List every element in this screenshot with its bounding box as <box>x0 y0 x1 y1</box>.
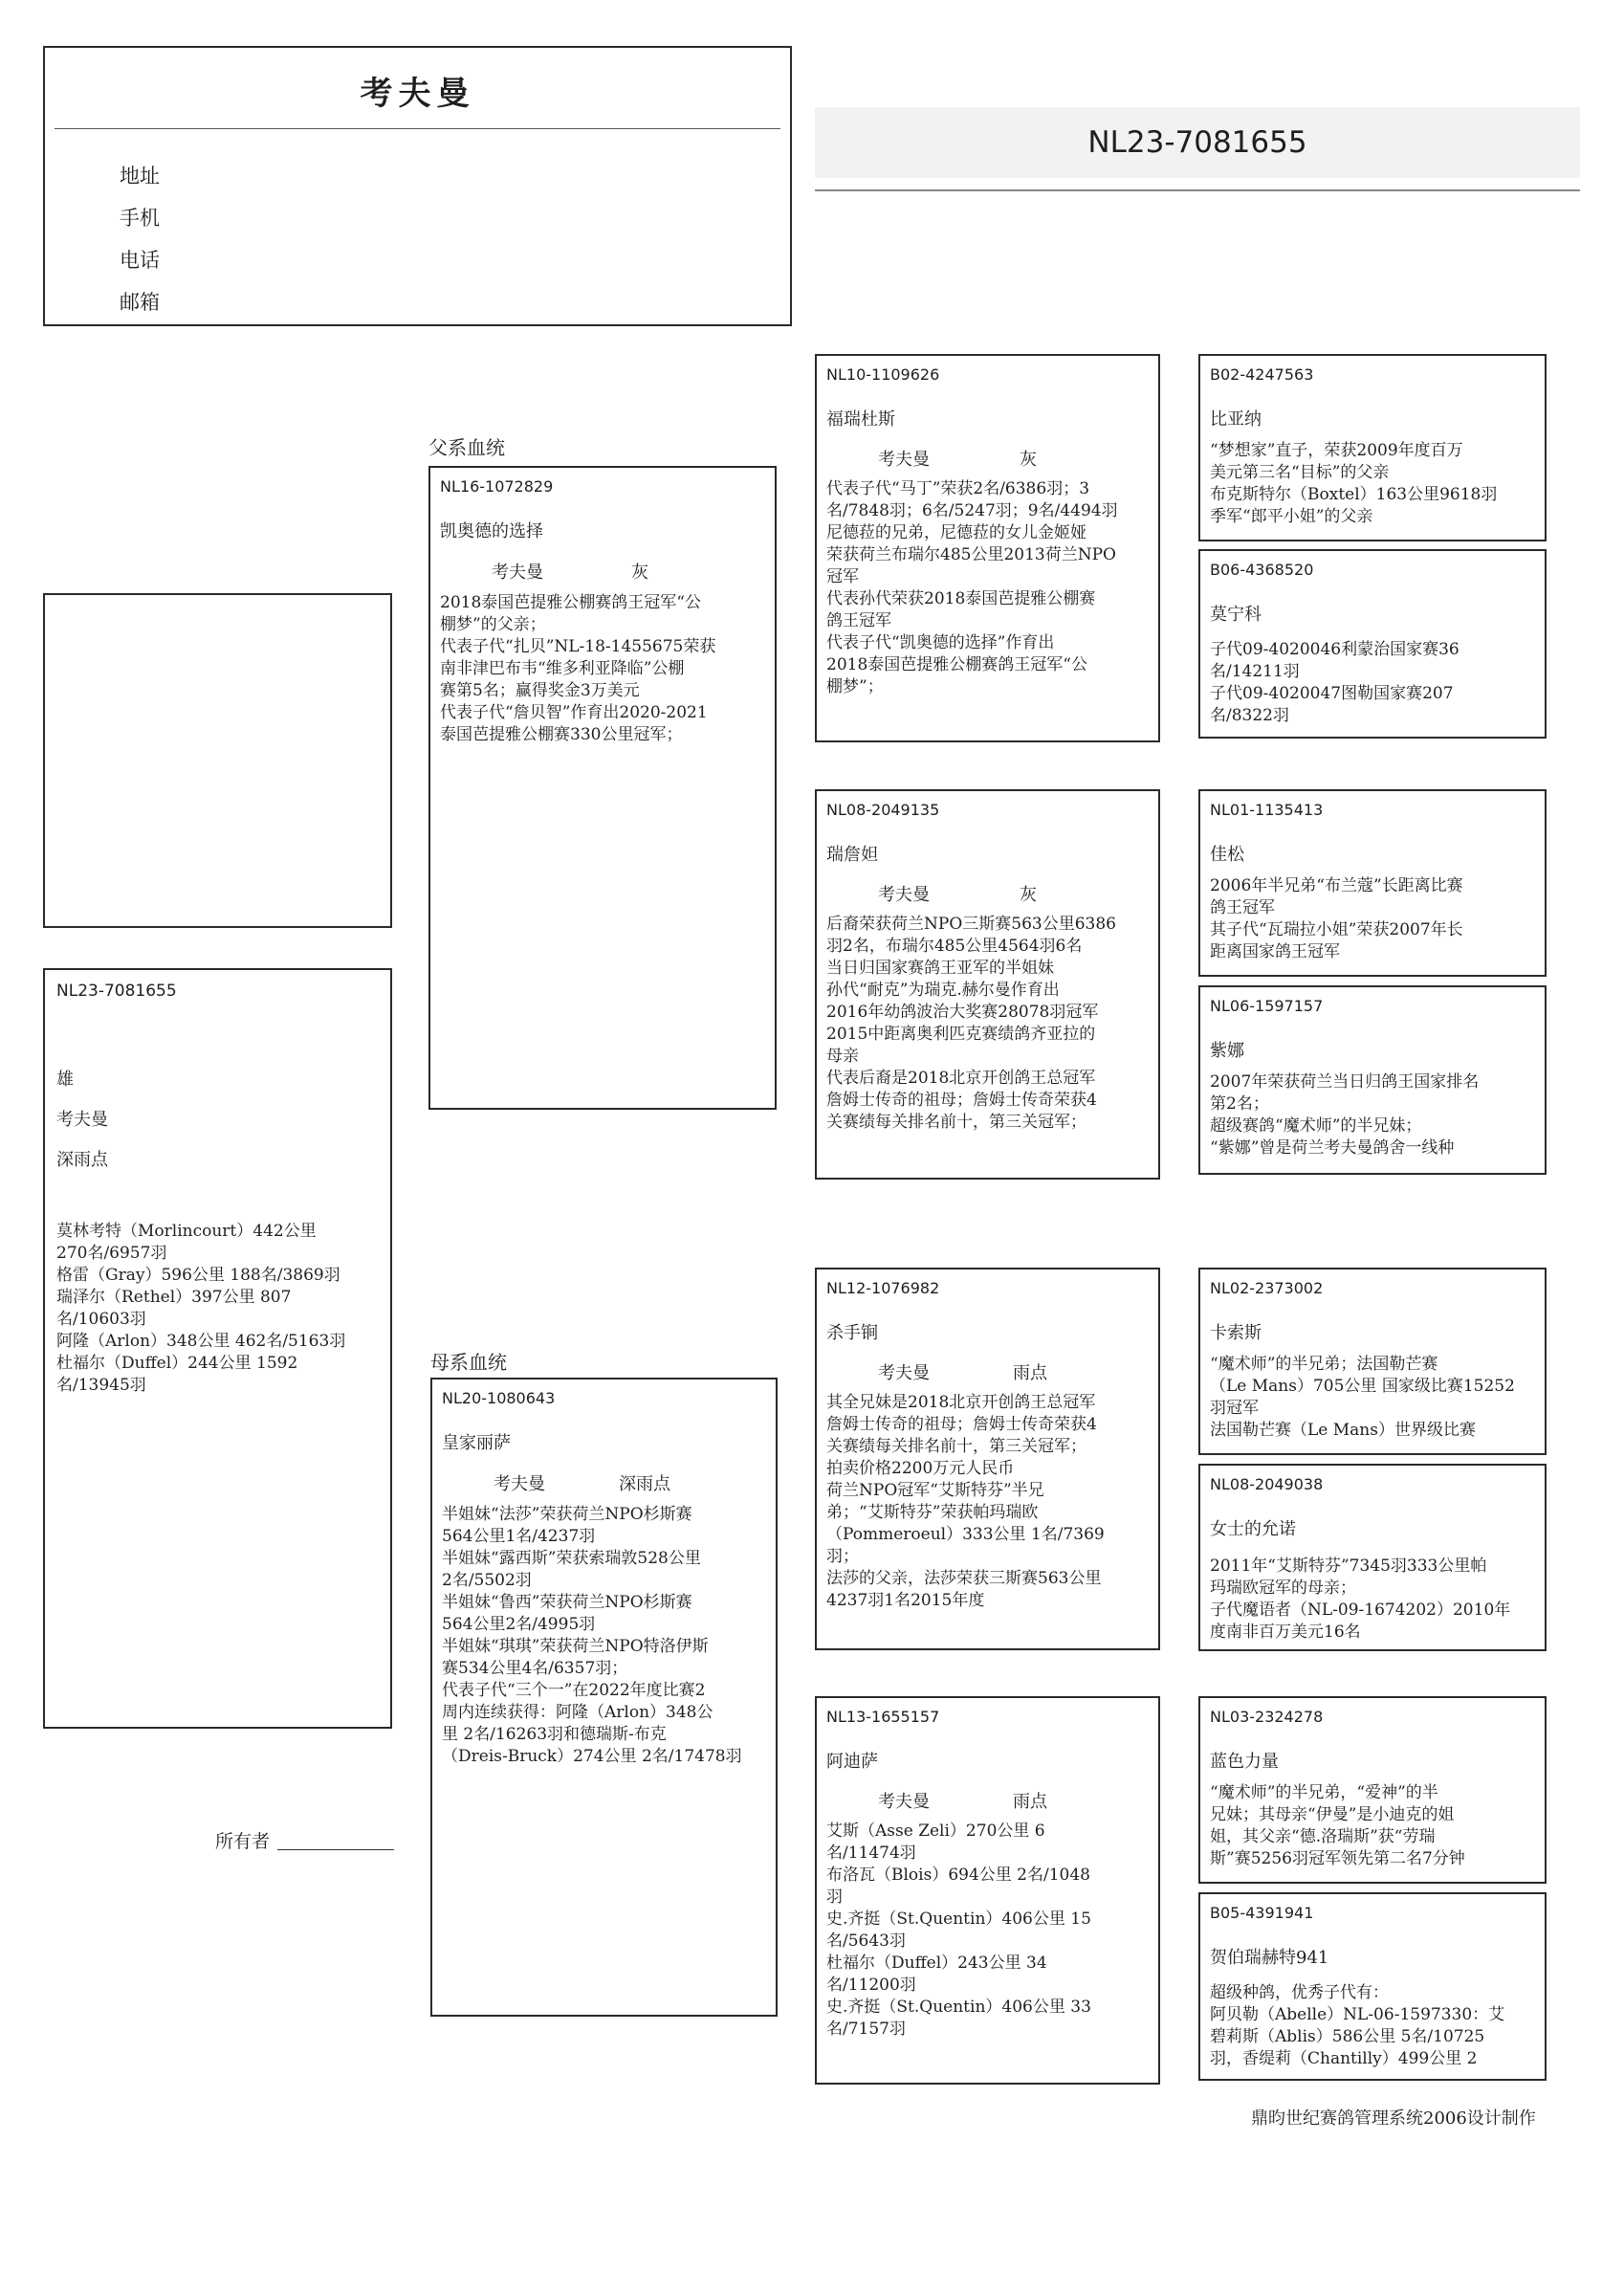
dam-card <box>430 1378 778 2017</box>
dam-sire-dam-card <box>1198 1464 1547 1651</box>
sire-sire-card <box>815 354 1160 742</box>
dam-sire-dam-description: 2011年“艾斯特芬”7345羽333公里帕 玛瑞欧冠军的母亲； 子代魔语者（NL-09-1674202）2010年 度南非百万美元16名 <box>1210 1556 1511 1642</box>
sire-dam-sire-card <box>1198 789 1547 977</box>
email-label: 邮箱 <box>120 291 160 314</box>
dam-dam-name: 阿迪萨 <box>826 1752 878 1772</box>
dam-dam-ring: NL13-1655157 <box>826 1708 940 1726</box>
dam-sire-sire-ring: NL02-2373002 <box>1210 1279 1324 1297</box>
sire-dam-dam-ring: NL06-1597157 <box>1210 997 1324 1015</box>
dam-dam-sire-name: 蓝色力量 <box>1210 1752 1279 1772</box>
dam-dam-description: 艾斯（Asse Zeli）270公里 6 名/11474羽 布洛瓦（Blois）694公里 2名/1048 羽 史.齐挺（St.Quentin）406公里 15 名/5643羽 杜福尔（Duffel）243公里 34 名/11200羽 史.齐挺（St.Quentin）406公里 33 名/7157羽 <box>826 1821 1091 2039</box>
owner-divider <box>55 128 780 129</box>
mobile-label: 手机 <box>120 207 160 230</box>
sire-dam-ring: NL08-2049135 <box>826 801 940 819</box>
dam-line-label: 母系血统 <box>430 1351 507 1374</box>
sire-sire-breeder: 考夫曼 <box>878 450 930 470</box>
banner-divider <box>815 189 1580 191</box>
sire-dam-dam-description: 2007年荣获荷兰当日归鸽王国家排名 第2名； 超级赛鸽“魔术师”的半兄妹； “紫娜”曾是荷兰考夫曼鸽舍一线种 <box>1210 1072 1480 1158</box>
dam-ring: NL20-1080643 <box>442 1389 556 1407</box>
dam-sire-dam-name: 女士的允诺 <box>1210 1519 1296 1539</box>
sire-dam-breeder: 考夫曼 <box>878 885 930 905</box>
dam-dam-color: 雨点 <box>1013 1792 1047 1812</box>
sire-sire-sire-card <box>1198 354 1547 541</box>
dam-sire-color: 雨点 <box>1013 1363 1047 1383</box>
sire-sire-dam-card <box>1198 549 1547 739</box>
dam-dam-dam-name: 贺伯瑞赫特941 <box>1210 1948 1329 1968</box>
dam-sire-name: 杀手锏 <box>826 1323 878 1343</box>
sire-dam-card <box>815 789 1160 1180</box>
sire-sire-ring: NL10-1109626 <box>826 365 940 384</box>
owner-signature-line[interactable] <box>277 1849 394 1850</box>
dam-color: 深雨点 <box>619 1474 670 1494</box>
dam-sire-sire-name: 卡索斯 <box>1210 1323 1262 1343</box>
sire-sire-description: 代表子代“马丁”荣获2名/6386羽；3 名/7848羽；6名/5247羽；9名/4494羽 尼德菈的兄弟，尼德菈的女儿金姬娅 荣获荷兰布瑞尔485公里2013荷兰NPO 冠军 代表孙代荣获2018泰国芭提雅公棚赛 鸽王冠军 代表子代“凯奥德的选择”作育出 2018泰国芭提雅公棚赛鸽王冠军“公 棚梦”； <box>826 479 1118 696</box>
dam-sire-ring: NL12-1076982 <box>826 1279 940 1297</box>
sire-sire-sire-name: 比亚纳 <box>1210 409 1262 430</box>
sire-dam-sire-description: 2006年半兄弟“布兰蔻”长距离比赛 鸽王冠军 其子代“瓦瑞拉小姐”荣获2007年长 距离国家鸽王冠军 <box>1210 876 1463 961</box>
owner-title: 考夫曼 <box>360 75 475 113</box>
dam-dam-sire-ring: NL03-2324278 <box>1210 1708 1324 1726</box>
sire-dam-dam-card <box>1198 985 1547 1175</box>
address-label: 地址 <box>120 165 160 188</box>
sire-dam-name: 瑞詹妲 <box>826 845 878 865</box>
dam-dam-sire-card <box>1198 1696 1547 1884</box>
sire-dam-dam-name: 紫娜 <box>1210 1041 1244 1061</box>
dam-dam-dam-description: 超级种鸽，优秀子代有： 阿贝勒（Abelle）NL-06-1597330：艾 碧莉斯（Ablis）586公里 5名/10725 羽，香缇莉（Chantilly）499公里 2 <box>1210 1983 1505 2068</box>
sire-name: 凯奥德的选择 <box>440 521 543 541</box>
owner-label: 所有者 <box>215 1831 271 1852</box>
sire-ring: NL16-1072829 <box>440 477 554 496</box>
bird-race-record: 莫林考特（Morlincourt）442公里 270名/6957羽 格雷（Gray）596公里 188名/3869羽 瑞泽尔（Rethel）397公里 807 名/10603羽 阿隆（Arlon）348公里 462名/5163羽 杜福尔（Duffel）244公里 1592 名/13945羽 <box>56 1222 346 1395</box>
dam-name: 皇家丽萨 <box>442 1433 511 1453</box>
sire-breeder: 考夫曼 <box>492 563 543 583</box>
dam-breeder: 考夫曼 <box>494 1474 545 1494</box>
dam-sire-breeder: 考夫曼 <box>878 1363 930 1383</box>
ring-number-banner: NL23-7081655 <box>815 107 1580 178</box>
sire-sire-color: 灰 <box>1020 450 1037 470</box>
sire-description: 2018泰国芭提雅公棚赛鸽王冠军“公 棚梦”的父亲； 代表子代“扎贝”NL-18-1455675荣获 南非津巴布韦“维多利亚降临”公棚 赛第5名；赢得奖金3万美元 代表子代“詹贝智”作育出2020-2021 泰国芭提雅公棚赛330公里冠军； <box>440 593 716 744</box>
dam-sire-card <box>815 1268 1160 1650</box>
sire-sire-dam-ring: B06-4368520 <box>1210 561 1314 579</box>
dam-sire-sire-card <box>1198 1268 1547 1455</box>
owner-header-box <box>43 46 792 326</box>
dam-dam-card <box>815 1696 1160 2085</box>
sire-dam-description: 后裔荣获荷兰NPO三斯赛563公里6386 羽2名，布瑞尔485公里4564羽6名 当日归国家赛鸽王亚军的半姐妹 孙代“耐克”为瑞克.赫尔曼作育出 2016年幼鸽波治大奖赛28078羽冠军 2015中距离奥利匹克赛绩鸽齐亚拉的 母亲 代表后裔是2018北京开创鸽王总冠军 詹姆士传奇的祖母；詹姆士传奇荣获4 关赛绩每关排名前十，第三关冠军； <box>826 915 1116 1132</box>
dam-dam-dam-card <box>1198 1892 1547 2081</box>
sire-dam-sire-name: 佳松 <box>1210 845 1244 865</box>
dam-dam-dam-ring: B05-4391941 <box>1210 1904 1314 1922</box>
bird-color: 深雨点 <box>56 1150 108 1170</box>
bird-sex: 雄 <box>56 1070 74 1090</box>
sire-dam-sire-ring: NL01-1135413 <box>1210 801 1324 819</box>
sire-card <box>428 466 777 1110</box>
sire-sire-sire-description: “梦想家”直子，荣获2009年度百万 美元第三名“目标”的父亲 布克斯特尔（Boxtel）163公里9618羽 季军“郎平小姐”的父亲 <box>1210 441 1498 526</box>
footer-credit: 鼎昀世纪赛鸽管理系统2006设计制作 <box>1251 2108 1536 2129</box>
sire-sire-sire-ring: B02-4247563 <box>1210 365 1314 384</box>
dam-sire-dam-ring: NL08-2049038 <box>1210 1475 1324 1493</box>
bird-info-box <box>43 968 392 1729</box>
bird-breeder: 考夫曼 <box>56 1110 108 1130</box>
dam-dam-breeder: 考夫曼 <box>878 1792 930 1812</box>
sire-sire-dam-name: 莫宁科 <box>1210 605 1262 625</box>
dam-sire-description: 其全兄妹是2018北京开创鸽王总冠军 詹姆士传奇的祖母；詹姆士传奇荣获4 关赛绩每关排名前十，第三关冠军； 拍卖价格2200万元人民币 荷兰NPO冠军“艾斯特芬”半兄 弟；“艾斯特芬”荣获帕玛瑞欧 （Pommeroeul）333公里 1名/7369 羽； 法莎的父亲，法莎荣获三斯赛563公里 4237羽1名2015年度 <box>826 1393 1105 1610</box>
sire-sire-dam-description: 子代09-4020046利蒙治国家赛36 名/14211羽 子代09-4020047图勒国家赛207 名/8322羽 <box>1210 640 1459 725</box>
dam-sire-sire-description: “魔术师”的半兄弟；法国勒芒赛 （Le Mans）705公里 国家级比赛15252 羽冠军 法国勒芒赛（Le Mans）世界级比赛 <box>1210 1355 1515 1440</box>
sire-dam-color: 灰 <box>1020 885 1037 905</box>
photo-box <box>43 593 392 928</box>
bird-ring: NL23-7081655 <box>56 982 177 1001</box>
dam-dam-sire-description: “魔术师”的半兄弟，“爱神”的半 兄妹；其母亲“伊曼”是小迪克的姐 姐，其父亲“德.洛瑞斯”获“劳瑞 斯”赛5256羽冠军领先第二名7分钟 <box>1210 1783 1465 1868</box>
sire-sire-name: 福瑞杜斯 <box>826 409 895 430</box>
sire-line-label: 父系血统 <box>428 436 505 459</box>
sire-color: 灰 <box>631 563 648 583</box>
phone-label: 电话 <box>120 249 160 272</box>
dam-description: 半姐妹“法莎”荣获荷兰NPO杉斯赛 564公里1名/4237羽 半姐妹“露西斯”荣获索瑞敦528公里 2名/5502羽 半姐妹“鲁西”荣获荷兰NPO杉斯赛 564公里2名/4995羽 半姐妹“琪琪”荣获荷兰NPO特洛伊斯 赛534公里4名/6357羽； 代表子代“三个一”在2022年度比赛2 周内连续获得：阿隆（Arlon）348公 里 2名/16263羽和德瑞斯-布克 （Dreis-Bruck）274公里 2名/17478羽 <box>442 1505 742 1766</box>
